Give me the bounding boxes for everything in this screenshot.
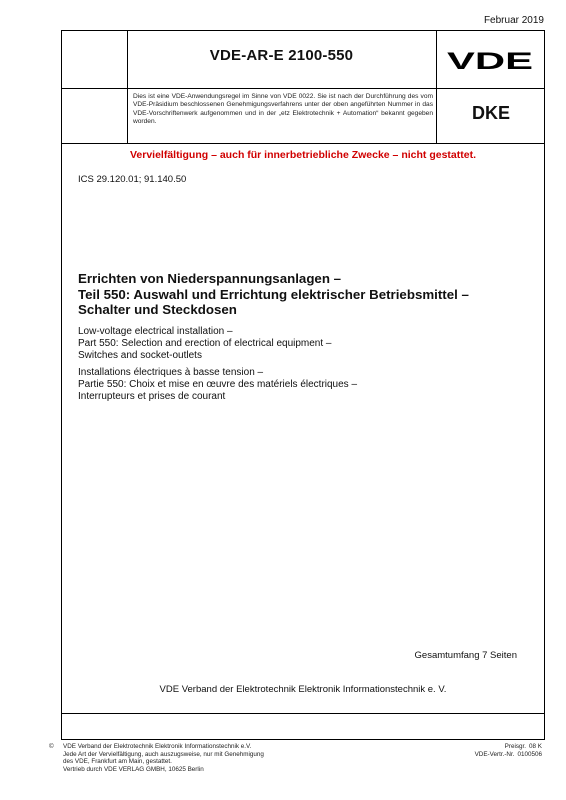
title-german-line: Schalter und Steckdosen <box>78 302 237 317</box>
issue-date: Februar 2019 <box>483 15 544 26</box>
title-french-line: Interrupteurs et prises de courant <box>78 391 226 403</box>
price-group-label: Preisgr. <box>504 743 527 750</box>
notice-divider <box>62 143 544 144</box>
copyright-line: des VDE, Frankfurt am Main, gestattet. <box>63 758 172 766</box>
sales-number-label: VDE-Vertr.-Nr. <box>474 750 515 758</box>
application-rule-notice: Dies ist eine VDE-Anwendungsregel im Sinne von VDE 0022. Sie ist nach der Durchführung des vom VDE-Präsidium beschlossenen Genehmigungsverfahrens unter der oben angeführten Nummer in das VDE-Vorschriftenwerk aufgenommen und in der „etz Elektrotechnik + Automation“ bekannt gegeben worden. <box>133 93 433 126</box>
title-german-line: Teil 550: Auswahl und Errichtung elektrischer Betriebsmittel – <box>78 286 469 302</box>
title-german-line: Errichten von Niederspannungsanlagen – <box>78 271 342 286</box>
vde-logo <box>440 47 540 75</box>
price-footer <box>402 743 542 758</box>
title-french <box>78 367 538 404</box>
title-page-frame <box>61 30 545 740</box>
dke-label: DKE <box>471 103 510 123</box>
header-divider <box>62 88 544 89</box>
title-english-line: Low-voltage electrical installation – <box>78 326 233 337</box>
sales-number <box>402 751 542 759</box>
total-pages: Gesamtumfang 7 Seiten <box>414 650 517 661</box>
publisher-line: VDE Verband der Elektrotechnik Elektronik Informationstechnik e. V. <box>159 684 447 695</box>
price-group-value: 08 K <box>529 743 542 750</box>
copyright-icon: © <box>49 743 54 750</box>
sales-number-value: 0100506 <box>517 750 542 758</box>
title-english <box>78 326 538 363</box>
copy-prohibition-notice: Vervielfältigung – auch für innerbetriebliche Zwecke – nicht gestattet. <box>129 149 476 161</box>
title-french-line: Installations électriques à basse tension – <box>78 367 264 378</box>
price-group <box>402 743 542 751</box>
copyright-line: VDE Verband der Elektrotechnik Elektronik Informationstechnik e.V. <box>63 743 252 750</box>
copyright-line: Jede Art der Vervielfältigung, auch auszugsweise, nur mit Genehmigung <box>63 750 264 758</box>
ics-classification: ICS 29.120.01; 91.140.50 <box>78 174 187 185</box>
document-number: VDE-AR-E 2100-550 <box>209 47 354 64</box>
copyright-line: Vertrieb durch VDE VERLAG GMBH, 10625 Berlin <box>63 766 204 774</box>
copyright-footer <box>49 743 323 774</box>
title-german <box>78 271 538 318</box>
bottom-divider <box>62 713 544 714</box>
title-english-line: Part 550: Selection and erection of electrical equipment – <box>78 338 332 350</box>
title-english-line: Switches and socket-outlets <box>78 350 202 362</box>
vde-logo-text: VDE <box>447 48 533 75</box>
title-french-line: Partie 550: Choix et mise en œuvre des matériels électriques – <box>78 379 358 391</box>
right-column-divider <box>436 31 437 143</box>
